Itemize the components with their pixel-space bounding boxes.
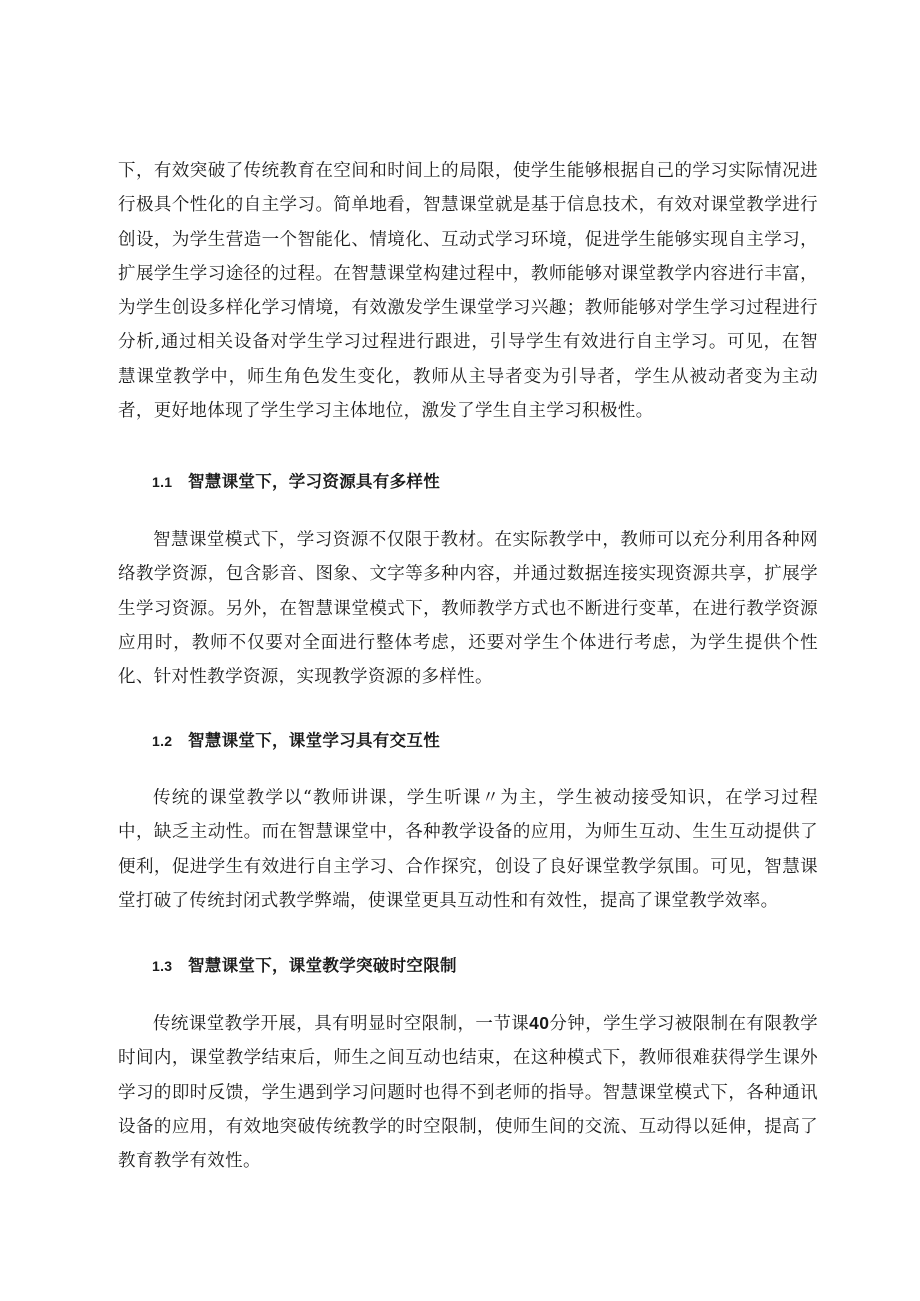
intro-paragraph: 下，有效突破了传统教育在空间和时间上的局限，使学生能够根据自己的学习实际情况进行极具个性化的自主学习。简单地看，智慧课堂就是基于信息技术，有效对课堂教学进行创设，为学生营造一个智能化、情境化、互动式学习环境，促进学生能够实现自主学习，扩展学生学习途径的过程。在智慧课堂构建过程中，教师能够对课堂教学内容进行丰富，为学生创设多样化学习情境，有效激发学生课堂学习兴趣；教师能够对学生学习过程进行分析,通过相关设备对学生学习过程进行跟进，引导学生有效进行自主学习。可见，在智慧课堂教学中，师生角色发生变化，教师从主导者变为引导者，学生从被动者变为主动者，更好地体现了学生学习主体地位，激发了学生自主学习积极性。 (118, 161, 818, 422)
body-text: 传统课堂教学开展，具有明显时空限制，一节课 (153, 1014, 530, 1034)
section-heading-1-3 (152, 954, 457, 978)
section-title: 智慧课堂下，课堂教学突破时空限制 (188, 956, 457, 975)
section-body-1-1: 智慧课堂模式下，学习资源不仅限于教材。在实际教学中，教师可以充分利用各种网络教学资源，包含影音、图象、文字等多种内容，并通过数据连接实现资源共享，扩展学生学习资源。另外，在智慧课堂模式下，教师教学方式也不断进行变革，在进行教学资源应用时，教师不仅要对全面进行整体考虑，还要对学生个体进行考虑，为学生提供个性化、针对性教学资源，实现教学资源的多样性。 (118, 530, 818, 688)
section-number: 1.2 (152, 733, 173, 749)
section-heading-1-1 (152, 470, 440, 494)
section-title: 智慧课堂下，学习资源具有多样性 (188, 472, 440, 491)
section-title: 智慧课堂下，课堂学习具有交互性 (188, 731, 440, 750)
duration-number: 40 (529, 1013, 550, 1033)
section-number: 1.1 (152, 474, 173, 490)
section-number: 1.3 (152, 958, 173, 974)
section-heading-1-2 (152, 729, 440, 753)
section-body-1-3 (118, 1006, 818, 1178)
body-text: 分钟，学生学习被限制在有限教学时间内，课堂教学结束后，师生之间互动也结束，在这种模式下，教师很难获得学生课外学习的即时反馈，学生遇到学习问题时也得不到老师的指导。智慧课堂模式下，各种通讯设备的应用，有效地突破传统教学的时空限制，使师生间的交流、互动得以延伸，提高了教育教学有效性。 (118, 1014, 819, 1172)
section-body-1-2: 传统的课堂教学以“教师讲课，学生听课〃为主，学生被动接受知识，在学习过程中，缺乏主动性。而在智慧课堂中，各种教学设备的应用，为师生互动、生生互动提供了便利，促进学生有效进行自主学习、合作探究，创设了良好课堂教学氛围。可见，智慧课堂打破了传统封闭式教学弊端，使课堂更具互动性和有效性，提高了课堂教学效率。 (118, 788, 818, 911)
